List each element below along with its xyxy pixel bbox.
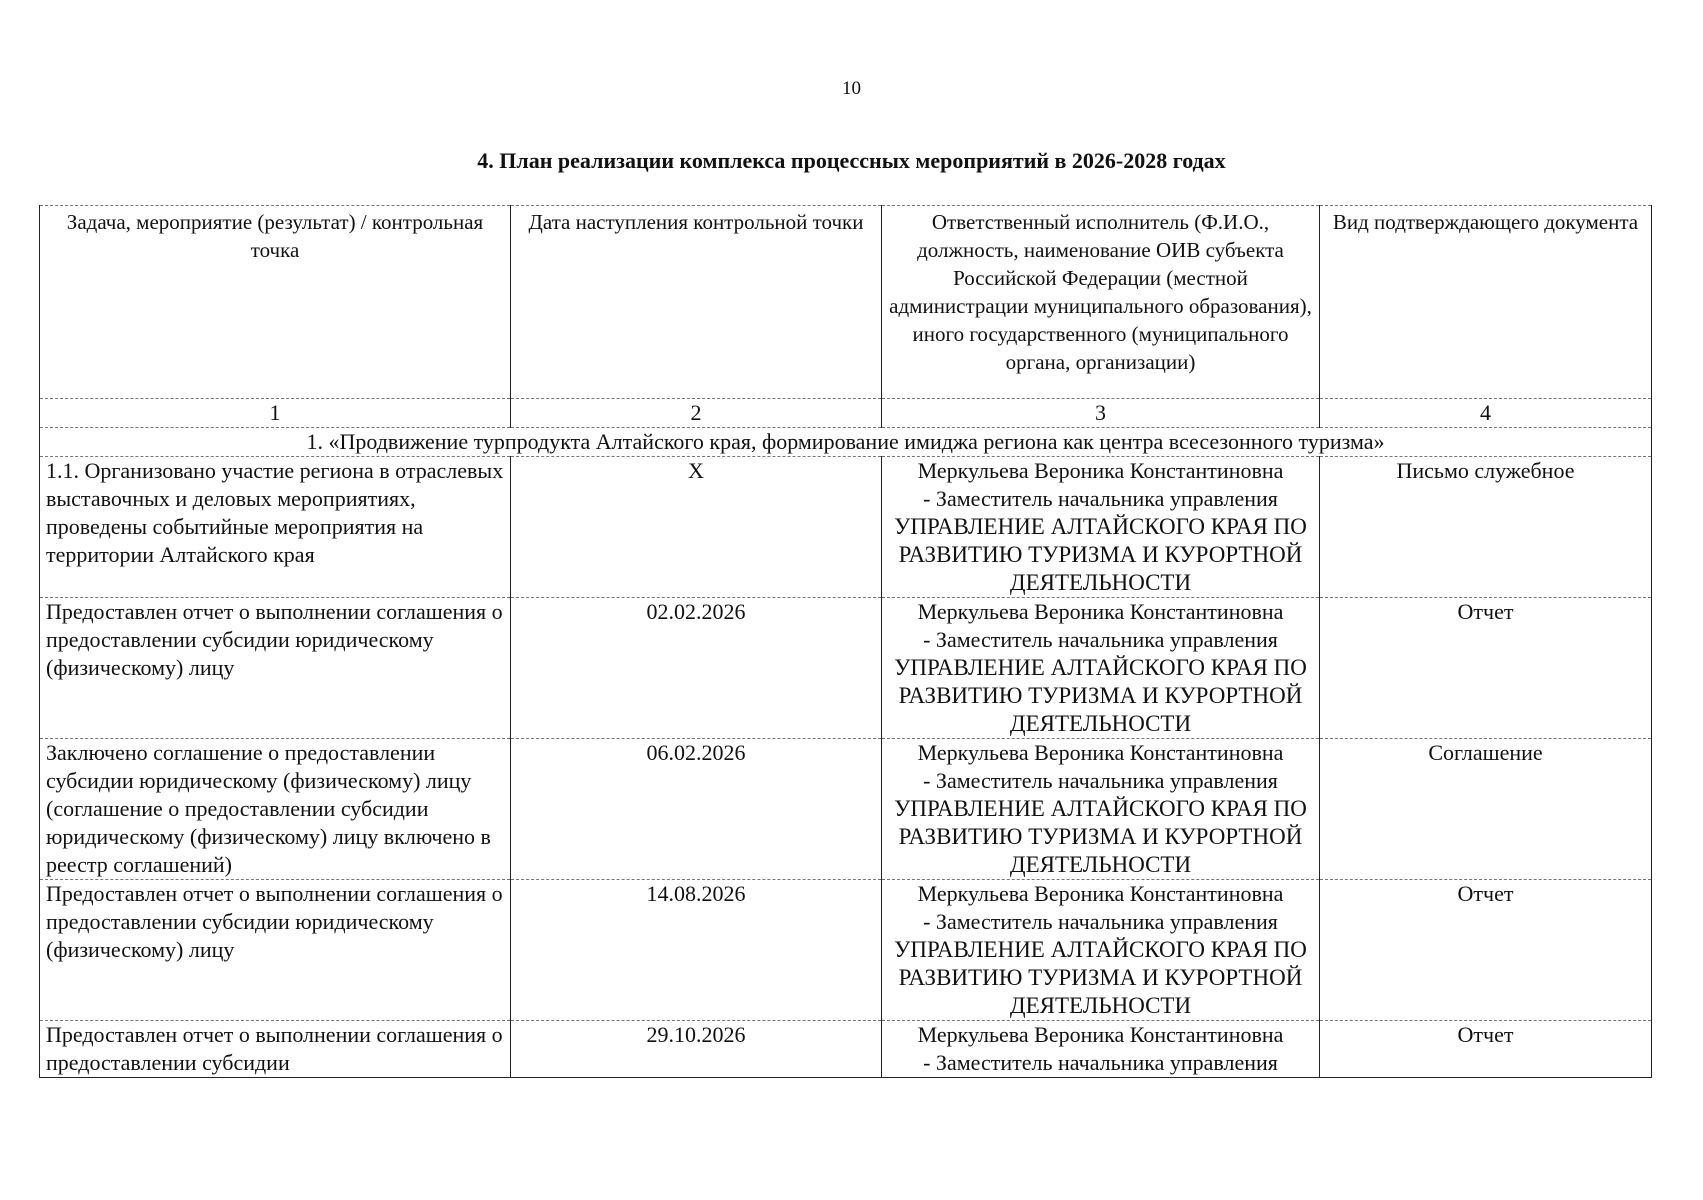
executor-org: УПРАВЛЕНИЕ АЛТАЙСКОГО КРАЯ ПО РАЗВИТИЮ ТУРИЗМА И КУРОРТНОЙ ДЕЯТЕЛЬНОСТИ (894, 655, 1307, 736)
executor-org: УПРАВЛЕНИЕ АЛТАЙСКОГО КРАЯ ПО РАЗВИТИЮ ТУРИЗМА И КУРОРТНОЙ ДЕЯТЕЛЬНОСТИ (894, 796, 1307, 877)
table-row (40, 1021, 1652, 1078)
date-cell: 29.10.2026 (511, 1021, 882, 1078)
column-number: 4 (1320, 399, 1652, 428)
header-document: Вид подтверждающего документа (1320, 206, 1652, 399)
date-cell: 02.02.2026 (511, 598, 882, 739)
document-cell: Письмо служебное (1320, 457, 1652, 598)
task-cell: Предоставлен отчет о выполнении соглашения о предоставлении субсидии юридическому (физическому) лицу (40, 598, 511, 739)
document-cell: Соглашение (1320, 739, 1652, 880)
column-number: 1 (40, 399, 511, 428)
executor-position: - Заместитель начальника управления (923, 486, 1278, 511)
executor-position: - Заместитель начальника управления (923, 768, 1278, 793)
task-cell: Предоставлен отчет о выполнении соглашения о предоставлении субсидии юридическому (физическому) лицу (40, 880, 511, 1021)
table-row (40, 457, 1652, 598)
executor-name: Меркульева Вероника Константиновна (917, 1022, 1284, 1047)
document-cell: Отчет (1320, 1021, 1652, 1078)
task-cell: Заключено соглашение о предоставлении субсидии юридическому (физическому) лицу (соглашение о предоставлении субсидии юридическому (физическому) лицу включено в реестр соглашений) (40, 739, 511, 880)
date-cell: 06.02.2026 (511, 739, 882, 880)
header-executor: Ответственный исполнитель (Ф.И.О., должность, наименование ОИВ субъекта Российской Федерации (местной администрации муниципального образования), иного государственного (муниципального органа, организации) (882, 206, 1320, 399)
document-cell: Отчет (1320, 880, 1652, 1021)
date-cell: 14.08.2026 (511, 880, 882, 1021)
executor-name: Меркульева Вероника Константиновна (917, 740, 1284, 765)
page-title: 4. План реализации комплекса процессных мероприятий в 2026-2028 годах (477, 148, 1226, 173)
page-number: 10 (842, 78, 861, 99)
table-header-row (40, 206, 1652, 399)
plan-table (39, 205, 1652, 1078)
executor-org: УПРАВЛЕНИЕ АЛТАЙСКОГО КРАЯ ПО РАЗВИТИЮ ТУРИЗМА И КУРОРТНОЙ ДЕЯТЕЛЬНОСТИ (894, 937, 1307, 1018)
header-task: Задача, мероприятие (результат) / контрольная точка (40, 206, 511, 399)
executor-cell (882, 1021, 1320, 1078)
date-cell: X (511, 457, 882, 598)
section-row (40, 428, 1652, 457)
header-date: Дата наступления контрольной точки (511, 206, 882, 399)
table-row (40, 880, 1652, 1021)
task-cell: 1.1. Организовано участие региона в отраслевых выставочных и деловых мероприятиях, проведены событийные мероприятия на территории Алтайского края (40, 457, 511, 598)
column-number: 3 (882, 399, 1320, 428)
document-cell: Отчет (1320, 598, 1652, 739)
executor-position: - Заместитель начальника управления (923, 1050, 1278, 1075)
executor-name: Меркульева Вероника Константиновна (917, 599, 1284, 624)
executor-name: Меркульева Вероника Константиновна (917, 458, 1284, 483)
column-number: 2 (511, 399, 882, 428)
task-cell: Предоставлен отчет о выполнении соглашения о предоставлении субсидии (40, 1021, 511, 1078)
executor-cell (882, 457, 1320, 598)
column-numbers-row (40, 399, 1652, 428)
executor-cell (882, 880, 1320, 1021)
table-row (40, 598, 1652, 739)
executor-name: Меркульева Вероника Константиновна (917, 881, 1284, 906)
executor-cell (882, 739, 1320, 880)
executor-cell (882, 598, 1320, 739)
executor-position: - Заместитель начальника управления (923, 909, 1278, 934)
executor-position: - Заместитель начальника управления (923, 627, 1278, 652)
table-row (40, 739, 1652, 880)
section-title: 1. «Продвижение турпродукта Алтайского края, формирование имиджа региона как центра всесезонного туризма» (40, 428, 1652, 457)
executor-org: УПРАВЛЕНИЕ АЛТАЙСКОГО КРАЯ ПО РАЗВИТИЮ ТУРИЗМА И КУРОРТНОЙ ДЕЯТЕЛЬНОСТИ (894, 514, 1307, 595)
